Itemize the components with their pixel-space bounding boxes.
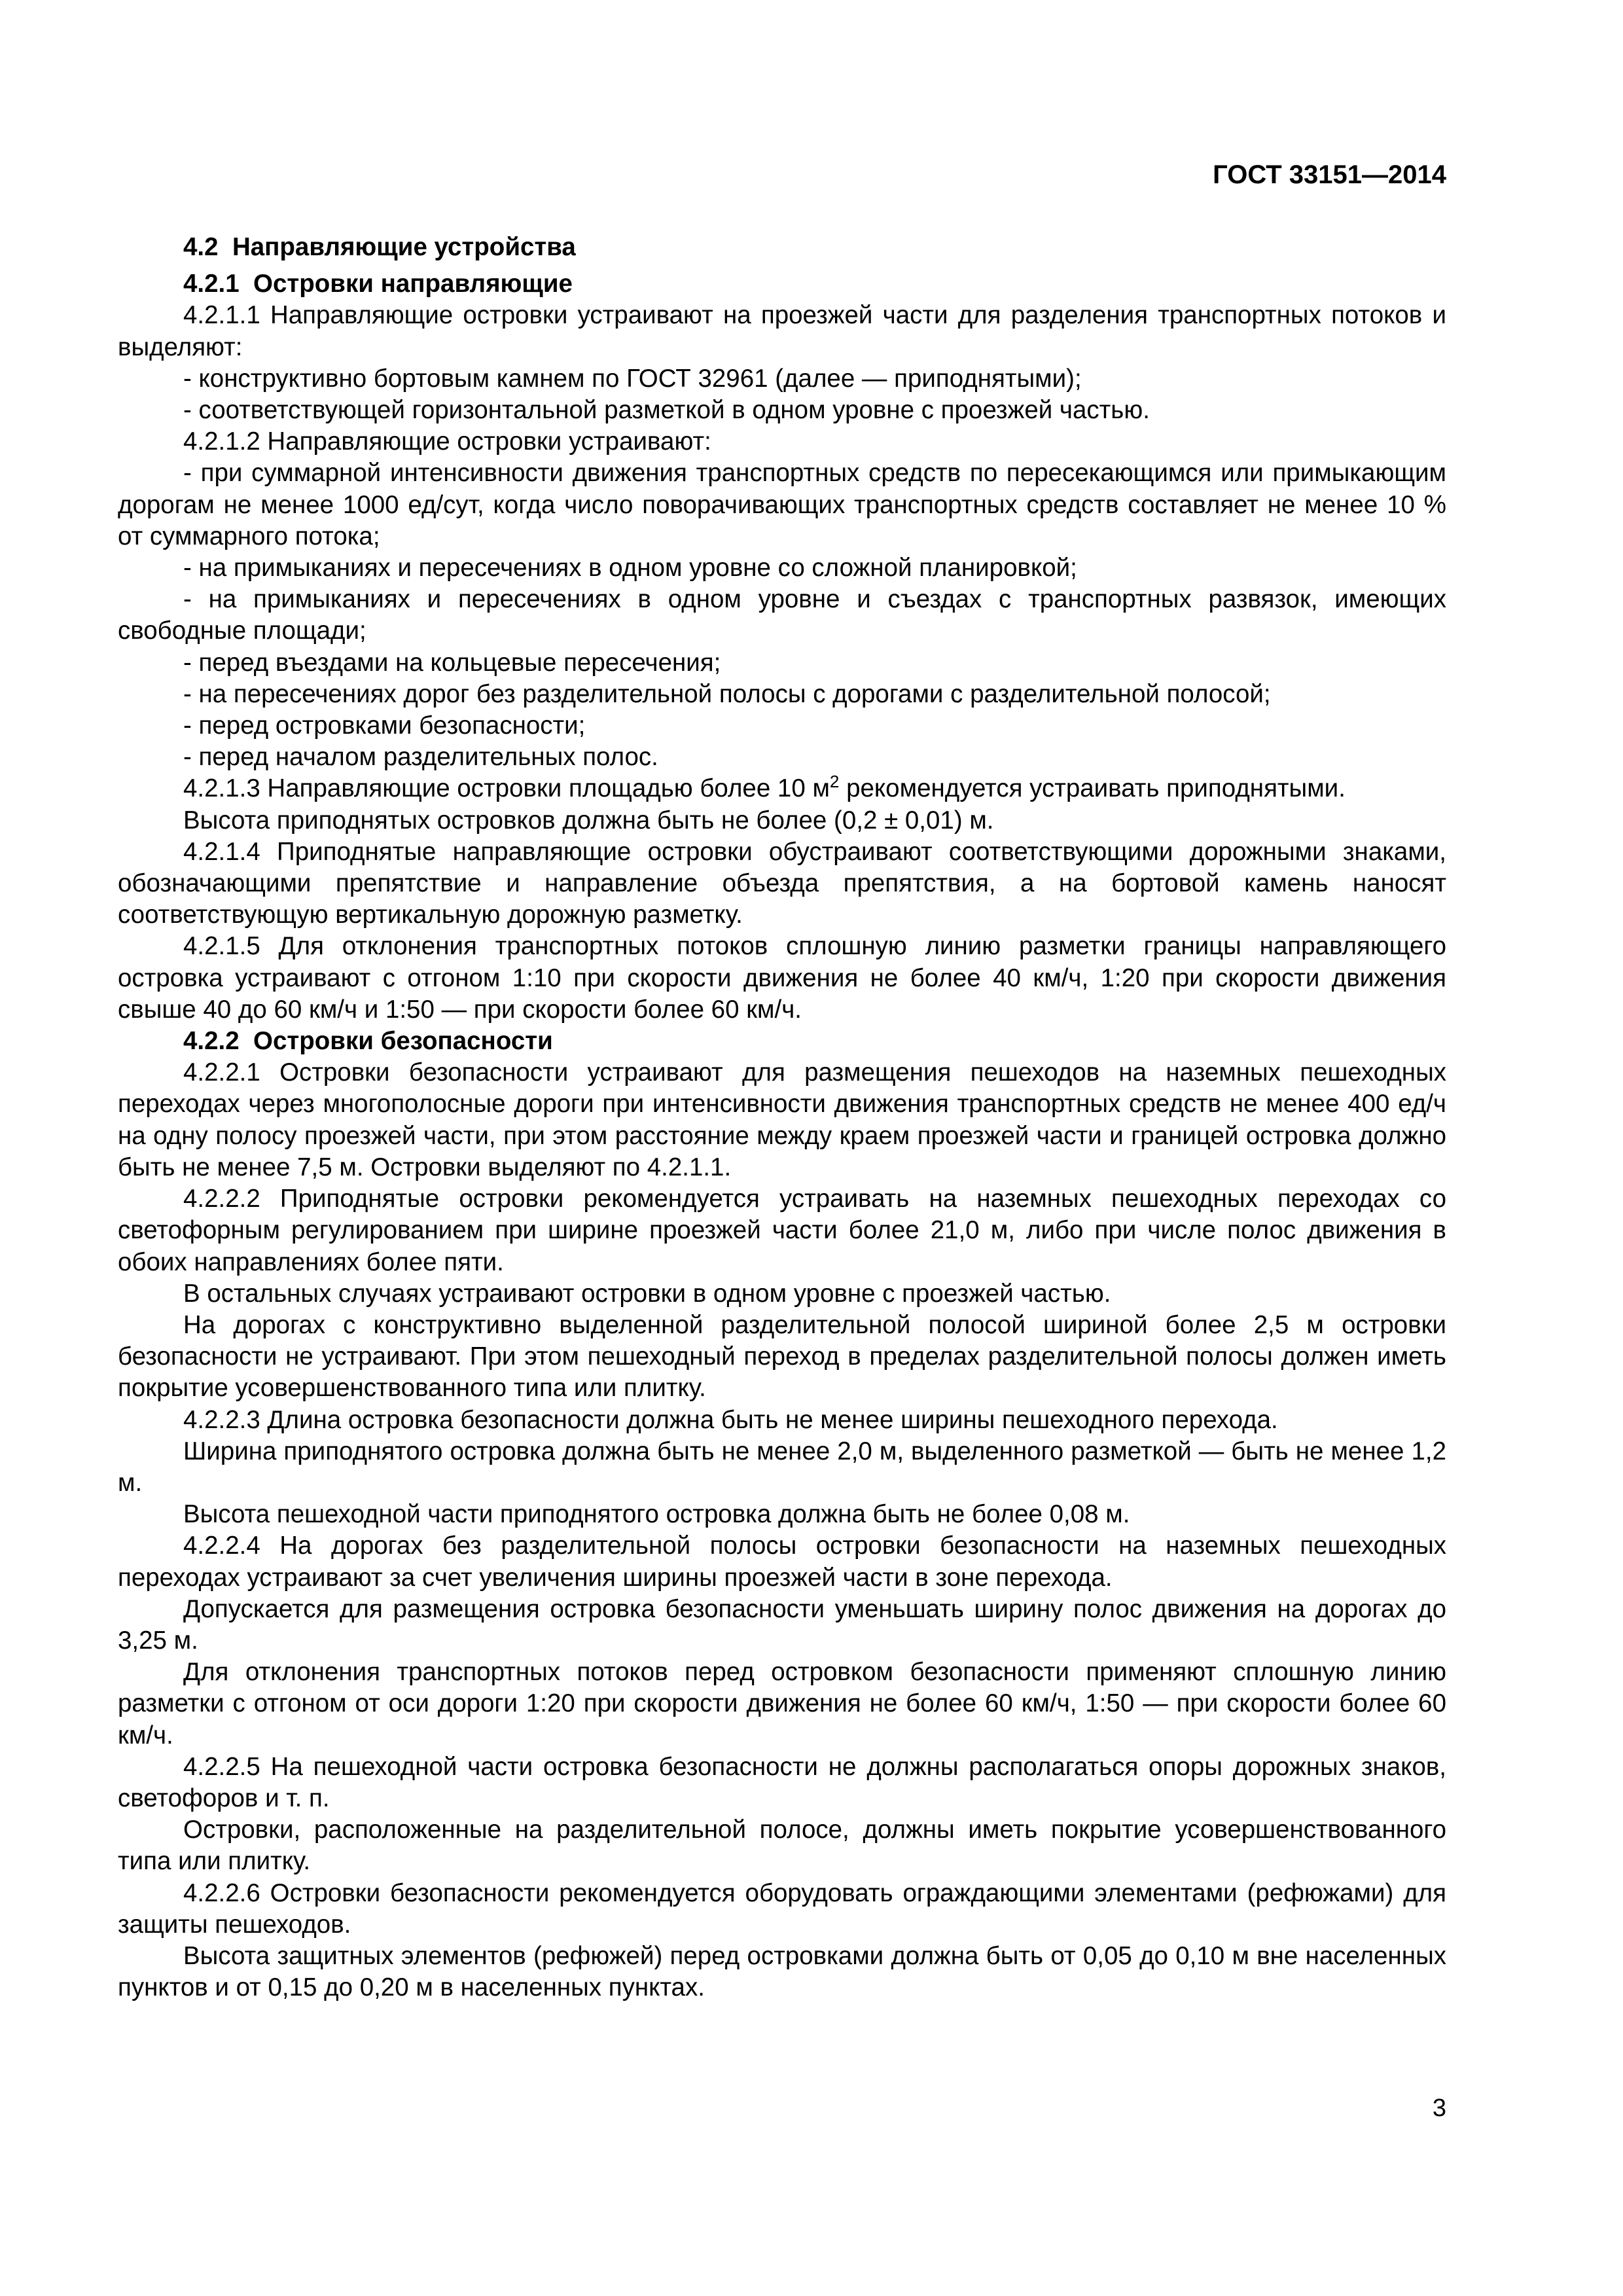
- list-item: - соответствующей горизонтальной разметкой в одном уровне с проезжей частью.: [183, 396, 1150, 425]
- list-item: - перед островками безопасности;: [183, 711, 586, 740]
- paragraph-text: Допускается для размещения островка безопасности уменьшать ширину полос движения на дорогах до 3,25 м.: [118, 1594, 1446, 1655]
- section-heading-4-2: [118, 232, 1446, 263]
- page-number: 3: [1432, 2094, 1446, 2122]
- list-item: - конструктивно бортовым камнем по ГОСТ 32961 (далее — приподнятыми);: [183, 364, 1082, 393]
- paragraph-4-2-2-1: 4.2.2.1 Островки безопасности устраивают для размещения пешеходов на наземных пешеходных переходах через многополосные дороги при интенсивности движения транспортных средств не менее 400 ед/ч на одну полосу проезжей части, при этом расстояние между краем проезжей части и границей островка должно быть не менее 7,5 м. Островки выделяют по 4.2.1.1.: [118, 1058, 1446, 1181]
- paragraph-4-2-2-2: 4.2.2.2 Приподнятые островки рекомендуется устраивать на наземных пешеходных переходах со светофорным регулированием при ширине проезжей части более 21,0 м, либо при числе полос движения в обоих направлениях более пяти.: [118, 1185, 1446, 1276]
- document-body: [118, 232, 1446, 2003]
- paragraph-4-2-2-6: 4.2.2.6 Островки безопасности рекомендуется оборудовать ограждающими элементами (рефюжами) для защиты пешеходов.: [118, 1878, 1446, 1939]
- paragraph-4-2-1-3: [118, 773, 1446, 804]
- subsection-title: Островки направляющие: [253, 270, 573, 298]
- subsection-number: 4.2.2: [183, 1027, 240, 1056]
- paragraph-4-2-2-4: 4.2.2.4 На дорогах без разделительной полосы островки безопасности на наземных пешеходных переходах устраивают за счет увеличения ширины проезжей части в зоне перехода.: [118, 1532, 1446, 1592]
- paragraph-text: Высота пешеходной части приподнятого островка должна быть не более 0,08 м.: [183, 1500, 1130, 1529]
- paragraph-4-2-1-1: 4.2.1.1 Направляющие островки устраивают на проезжей части для разделения транспортных потоков и выделяют:: [118, 301, 1446, 361]
- superscript: 2: [829, 772, 840, 792]
- paragraph-text: Для отклонения транспортных потоков перед островком безопасности применяют сплошную линию разметки с отгоном от оси дороги 1:20 при скорости движения не более 60 км/ч, 1:50 — при скорости более 60 км/ч.: [118, 1658, 1446, 1749]
- paragraph-text: Ширина приподнятого островка должна быть не менее 2,0 м, выделенного разметкой — быть не менее 1,2 м.: [118, 1437, 1446, 1497]
- document-header: ГОСТ 33151—2014: [1213, 160, 1446, 189]
- subsection-title: Островки безопасности: [253, 1027, 553, 1056]
- paragraph-text: Высота защитных элементов (рефюжей) перед островками должна быть от 0,05 до 0,10 м вне населенных пунктов и от 0,15 до 0,20 м в населенных пунктах.: [118, 1941, 1446, 2002]
- list-item: - на примыканиях и пересечениях в одном уровне и съездах с транспортных развязок, имеющих свободные площади;: [118, 585, 1446, 645]
- paragraph-4-2-1-5: 4.2.1.5 Для отклонения транспортных потоков сплошную линию разметки границы направляющего островка устраивают с отгоном 1:10 при скорости движения не более 40 км/ч, 1:20 при скорости движения свыше 40 до 60 км/ч и 1:50 — при скорости более 60 км/ч.: [118, 932, 1446, 1024]
- paragraph-text: На дорогах с конструктивно выделенной разделительной полосой шириной более 2,5 м островки безопасности не устраивают. При этом пешеходный переход в пределах разделительной полосы должен иметь покрытие усовершенствованного типа или плитку.: [118, 1310, 1446, 1403]
- list-item: - на примыканиях и пересечениях в одном уровне со сложной планировкой;: [183, 554, 1077, 583]
- section-title: Направляющие устройства: [232, 233, 576, 261]
- paragraph-text: 4.2.1.3 Направляющие островки площадью более 10 м: [183, 774, 830, 803]
- subsection-heading-4-2-2: [118, 1026, 1446, 1057]
- paragraph-4-2-1-2: 4.2.1.2 Направляющие островки устраивают:: [183, 427, 711, 456]
- paragraph-text: рекомендуется устраивать приподнятыми.: [839, 774, 1346, 803]
- subsection-number: 4.2.1: [183, 270, 240, 298]
- paragraph-4-2-2-5: 4.2.2.5 На пешеходной части островка безопасности не должны располагаться опоры дорожных знаков, светофоров и т. п.: [118, 1752, 1446, 1812]
- paragraph-text: Островки, расположенные на разделительной полосе, должны иметь покрытие усовершенствованного типа или плитку.: [118, 1816, 1446, 1876]
- paragraph-4-2-1-4: 4.2.1.4 Приподнятые направляющие островки обустраивают соответствующими дорожными знаками, обозначающими препятствие и направление объезда препятствия, а на бортовой камень наносят соответствующую вертикальную дорожную разметку.: [118, 837, 1446, 929]
- list-item: - перед въездами на кольцевые пересечения;: [183, 648, 721, 677]
- list-item: - при суммарной интенсивности движения транспортных средств по пересекающимся или примыкающим дорогам не менее 1000 ед/сут, когда число поворачивающих транспортных средств составляет не менее 10 % от суммарного потока;: [118, 459, 1446, 550]
- section-number: 4.2: [183, 233, 219, 261]
- paragraph-text: В остальных случаях устраивают островки в одном уровне с проезжей частью.: [183, 1279, 1111, 1308]
- paragraph-4-2-2-3: 4.2.2.3 Длина островка безопасности должна быть не менее ширины пешеходного перехода.: [183, 1405, 1278, 1434]
- paragraph-text: Высота приподнятых островков должна быть не более (0,2 ± 0,01) м.: [183, 806, 994, 834]
- list-item: - на пересечениях дорог без разделительной полосы с дорогами с разделительной полосой;: [183, 679, 1271, 708]
- list-item: - перед началом разделительных полос.: [183, 743, 658, 772]
- subsection-heading-4-2-1: [118, 268, 1446, 300]
